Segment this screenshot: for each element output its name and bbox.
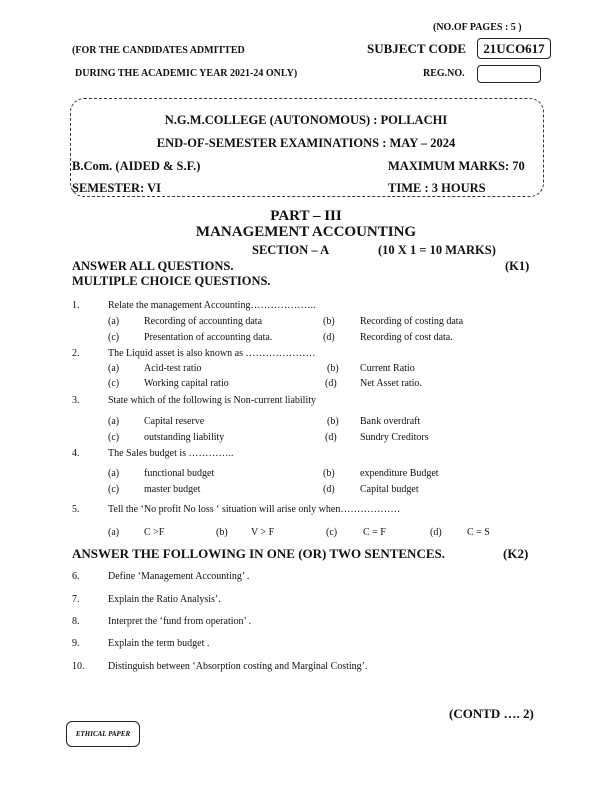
answer-all-instruction: ANSWER ALL QUESTIONS. <box>72 259 234 273</box>
option-key: (d) <box>430 527 442 538</box>
section-title: SECTION – A <box>252 243 330 257</box>
option-key: (c) <box>326 527 338 538</box>
option-key: (b) <box>323 468 335 479</box>
option-key: (d) <box>323 332 335 343</box>
section-marks: (10 X 1 = 10 MARKS) <box>378 243 496 257</box>
option-text: expenditure Budget <box>360 468 439 479</box>
option-key: (c) <box>108 378 120 389</box>
option-key: (b) <box>216 527 228 538</box>
mcq-heading: MULTIPLE CHOICE QUESTIONS. <box>72 274 271 288</box>
question-number: 4. <box>72 448 80 459</box>
option-key: (d) <box>323 484 335 495</box>
question-number: 2. <box>72 348 80 359</box>
question-number: 7. <box>72 594 80 605</box>
continued-note: (CONTD …. 2) <box>449 706 534 721</box>
question-text: Interpret the ‘fund from operation’ . <box>108 616 252 627</box>
option-text: Recording of cost data. <box>360 332 453 343</box>
question-text: Define ‘Management Accounting’ . <box>108 571 250 582</box>
reg-no-label: REG.NO. <box>423 68 465 79</box>
exam-name: END-OF-SEMESTER EXAMINATIONS : MAY – 2024 <box>156 136 456 150</box>
question-text: Explain the Ratio Analysis’. <box>108 594 221 605</box>
course-name: B.Com. (AIDED & S.F.) <box>72 159 201 173</box>
option-key: (d) <box>325 378 337 389</box>
option-text: Current Ratio <box>360 363 415 374</box>
option-text: master budget <box>144 484 201 495</box>
college-name: N.G.M.COLLEGE (AUTONOMOUS) : POLLACHI <box>164 113 448 127</box>
option-text: Presentation of accounting data. <box>144 332 273 343</box>
k2-level: (K2) <box>503 546 529 561</box>
option-text: Acid-test ratio <box>144 363 202 374</box>
option-text: C >F <box>144 527 165 538</box>
option-text: C = S <box>467 527 490 538</box>
option-key: (d) <box>325 432 337 443</box>
question-text: The Sales budget is ………….. <box>108 448 234 459</box>
option-key: (a) <box>108 316 120 327</box>
option-text: Recording of costing data <box>360 316 464 327</box>
ethical-paper-stamp: ETHICAL PAPER <box>66 721 140 747</box>
question-text: Relate the management Accounting……………….. <box>108 300 316 311</box>
subject-code-box: 21UCO617 <box>477 38 551 59</box>
question-text: Tell the ‘No profit No loss ‘ situation will arise only when……………… <box>108 504 401 515</box>
max-marks: MAXIMUM MARKS: 70 <box>388 159 525 173</box>
option-text: V > F <box>251 527 275 538</box>
question-text: Distinguish between ‘Absorption costing and Marginal Costing’. <box>108 661 368 672</box>
option-text: Recording of accounting data <box>144 316 263 327</box>
exam-time: TIME : 3 HOURS <box>388 181 486 195</box>
question-number: 9. <box>72 638 80 649</box>
subject-code-label: SUBJECT CODE <box>367 41 467 56</box>
question-number: 6. <box>72 571 80 582</box>
option-text: outstanding liability <box>144 432 225 443</box>
question-number: 10. <box>72 661 85 672</box>
short-answer-heading: ANSWER THE FOLLOWING IN ONE (OR) TWO SENTENCES. <box>72 546 445 561</box>
option-key: (a) <box>108 468 120 479</box>
option-key: (a) <box>108 363 120 374</box>
question-number: 3. <box>72 395 80 406</box>
subject-title: MANAGEMENT ACCOUNTING <box>195 224 417 240</box>
question-text: State which of the following is Non-current liability <box>108 395 317 406</box>
semester: SEMESTER: VI <box>72 181 162 195</box>
option-key: (c) <box>108 484 120 495</box>
option-key: (a) <box>108 416 120 427</box>
question-number: 8. <box>72 616 80 627</box>
no-of-pages: (NO.OF PAGES : 5 ) <box>433 22 522 33</box>
option-key: (c) <box>108 432 120 443</box>
option-text: C = F <box>363 527 386 538</box>
candidates-line-2: DURING THE ACADEMIC YEAR 2021-24 ONLY) <box>75 68 298 79</box>
option-text: Net Asset ratio. <box>360 378 422 389</box>
option-key: (b) <box>327 416 339 427</box>
question-number: 5. <box>72 504 80 515</box>
option-text: Bank overdraft <box>360 416 421 427</box>
option-key: (c) <box>108 332 120 343</box>
question-text: Explain the term budget . <box>108 638 210 649</box>
option-text: Capital budget <box>360 484 419 495</box>
option-text: Working capital ratio <box>144 378 229 389</box>
option-text: Capital reserve <box>144 416 205 427</box>
reg-no-field[interactable] <box>477 65 541 83</box>
candidates-line-1: (FOR THE CANDIDATES ADMITTED <box>72 45 245 56</box>
option-text: functional budget <box>144 468 215 479</box>
question-text: The Liquid asset is also known as ………………… <box>108 348 316 359</box>
question-number: 1. <box>72 300 80 311</box>
k1-level: (K1) <box>505 259 530 273</box>
option-key: (a) <box>108 527 120 538</box>
option-text: Sundry Creditors <box>360 432 429 443</box>
part-title: PART – III <box>270 208 342 224</box>
option-key: (b) <box>327 363 339 374</box>
option-key: (b) <box>323 316 335 327</box>
